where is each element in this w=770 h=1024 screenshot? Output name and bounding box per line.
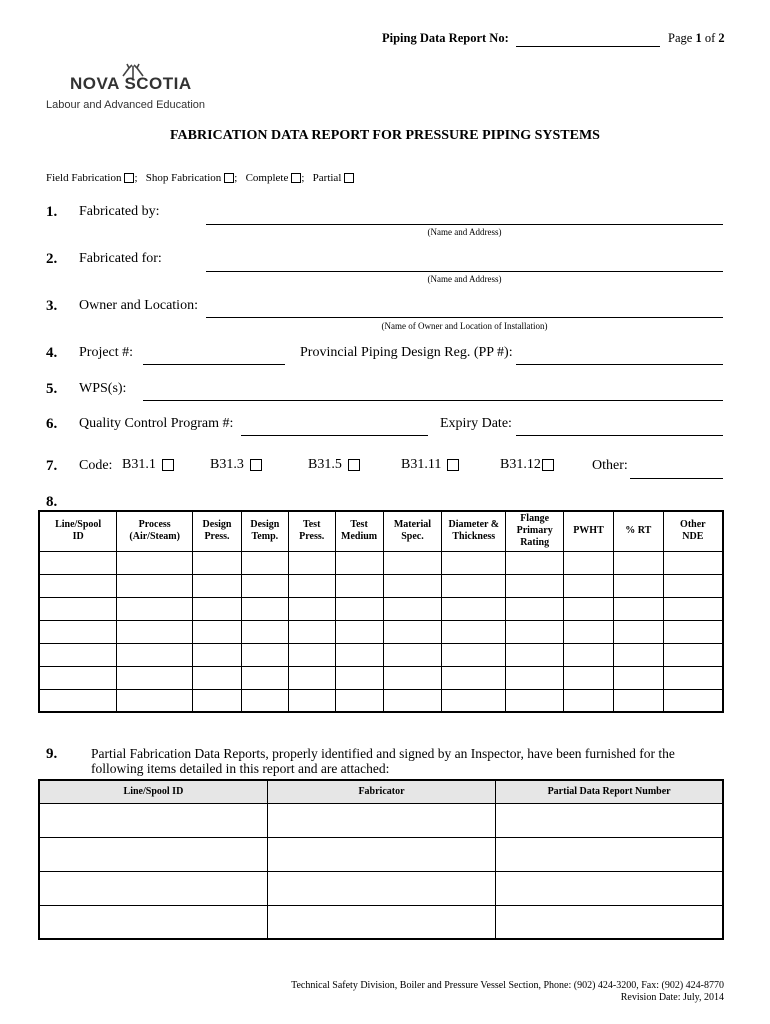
table-header-row xyxy=(39,511,723,551)
wps-label: WPS(s): xyxy=(79,381,127,396)
expiry-date-field[interactable] xyxy=(516,435,723,436)
col-header-pwht: PWHT xyxy=(564,511,614,551)
design-reg-label: Provincial Piping Design Reg. (PP #): xyxy=(300,345,513,360)
table-row xyxy=(39,574,723,597)
col-header-material-spec: Material Spec. xyxy=(383,511,442,551)
project-number-field[interactable] xyxy=(143,364,285,365)
line-spool-table xyxy=(38,510,724,713)
page-indicator: Page 1 of 2 xyxy=(668,31,725,45)
partial-reports-table xyxy=(38,779,724,940)
fabricated-by-field[interactable] xyxy=(206,224,723,225)
checkbox-icon[interactable] xyxy=(224,173,234,183)
table-row xyxy=(39,689,723,712)
section-9-number: 9. xyxy=(46,746,58,762)
design-reg-field[interactable] xyxy=(516,364,723,365)
nova-scotia-logo xyxy=(46,62,216,114)
code-other-field[interactable] xyxy=(630,478,723,479)
table-row xyxy=(39,871,723,905)
col-header-line-spool-id: Line/Spool ID xyxy=(39,780,267,803)
checkbox-icon[interactable] xyxy=(162,459,174,471)
section-8-number: 8. xyxy=(46,494,58,510)
option-complete[interactable]: Complete ; xyxy=(245,172,305,184)
table-row xyxy=(39,551,723,574)
field-2-number: 2. xyxy=(46,251,58,267)
fabricated-by-hint: (Name and Address) xyxy=(427,227,502,237)
code-option-b31-5[interactable]: B31.5 xyxy=(308,457,360,473)
col-header-partial-report-number: Partial Data Report Number xyxy=(496,780,723,803)
checkbox-icon[interactable] xyxy=(348,459,360,471)
table-row xyxy=(39,666,723,689)
checkbox-icon[interactable] xyxy=(250,459,262,471)
page-footer: Technical Safety Division, Boiler and Pressure Vessel Section, Phone: (902) 424-3200, Fax: (902) 424-8770 Revision Date: July, 2014 xyxy=(291,980,724,1003)
fabricated-for-label: Fabricated for: xyxy=(79,251,162,266)
wps-field[interactable] xyxy=(143,400,723,401)
table-row xyxy=(39,837,723,871)
logo-name: NOVA SCOTIA xyxy=(70,74,192,93)
checkbox-icon[interactable] xyxy=(344,173,354,183)
code-other-label: Other: xyxy=(592,458,628,473)
option-partial[interactable]: Partial xyxy=(313,172,355,184)
col-header-test-medium: Test Medium xyxy=(335,511,383,551)
table-row xyxy=(39,597,723,620)
form-title: FABRICATION DATA REPORT FOR PRESSURE PIPING SYSTEMS xyxy=(170,128,600,143)
col-header-test-press: Test Press. xyxy=(288,511,335,551)
field-4-number: 4. xyxy=(46,345,58,361)
owner-location-label: Owner and Location: xyxy=(79,298,198,313)
code-option-b31-1[interactable]: B31.1 xyxy=(122,457,174,473)
code-option-b31-3[interactable]: B31.3 xyxy=(210,457,262,473)
report-number-label: Piping Data Report No: xyxy=(382,31,509,45)
col-header-diameter-thickness: Diameter & Thickness xyxy=(442,511,506,551)
table-row xyxy=(39,620,723,643)
fabricated-by-label: Fabricated by: xyxy=(79,204,160,219)
col-header-design-press: Design Press. xyxy=(193,511,242,551)
owner-location-field[interactable] xyxy=(206,317,723,318)
logo-department: Labour and Advanced Education xyxy=(46,99,206,111)
checkbox-icon[interactable] xyxy=(447,459,459,471)
field-7-number: 7. xyxy=(46,458,58,474)
field-1-number: 1. xyxy=(46,204,58,220)
owner-location-hint: (Name of Owner and Location of Installation) xyxy=(381,321,548,331)
code-option-b31-12[interactable]: B31.12 xyxy=(500,457,554,473)
checkbox-icon[interactable] xyxy=(124,173,134,183)
report-number-field[interactable] xyxy=(516,46,660,47)
col-header-process: Process (Air/Steam) xyxy=(117,511,193,551)
col-header-design-temp: Design Temp. xyxy=(241,511,288,551)
option-field-fabrication[interactable]: Field Fabrication ; xyxy=(46,172,138,184)
table-row xyxy=(39,905,723,939)
table-row xyxy=(39,643,723,666)
fabrication-type-options xyxy=(46,172,354,184)
fabricated-for-field[interactable] xyxy=(206,271,723,272)
table-row xyxy=(39,803,723,837)
field-6-number: 6. xyxy=(46,416,58,432)
code-label: Code: xyxy=(79,458,113,473)
code-option-b31-11[interactable]: B31.11 xyxy=(401,457,459,473)
col-header-percent-rt: % RT xyxy=(613,511,663,551)
qc-program-label: Quality Control Program #: xyxy=(79,416,234,431)
col-header-line-spool-id: Line/Spool ID xyxy=(39,511,117,551)
project-number-label: Project #: xyxy=(79,345,134,360)
checkbox-icon[interactable] xyxy=(291,173,301,183)
fabricated-for-hint: (Name and Address) xyxy=(427,274,502,284)
field-3-number: 3. xyxy=(46,298,58,314)
expiry-date-label: Expiry Date: xyxy=(440,416,512,431)
option-shop-fabrication[interactable]: Shop Fabrication ; xyxy=(145,172,238,184)
col-header-other-nde: Other NDE xyxy=(663,511,723,551)
checkbox-icon[interactable] xyxy=(542,459,554,471)
col-header-flange-rating: Flange Primary Rating xyxy=(506,511,564,551)
col-header-fabricator: Fabricator xyxy=(267,780,495,803)
field-5-number: 5. xyxy=(46,381,58,397)
table-header-row xyxy=(39,780,723,803)
section-9-text: Partial Fabrication Data Reports, properly identified and signed by an Inspector, have been furnished for the following items detailed in this report and are attached: xyxy=(91,746,675,776)
qc-program-field[interactable] xyxy=(241,435,428,436)
